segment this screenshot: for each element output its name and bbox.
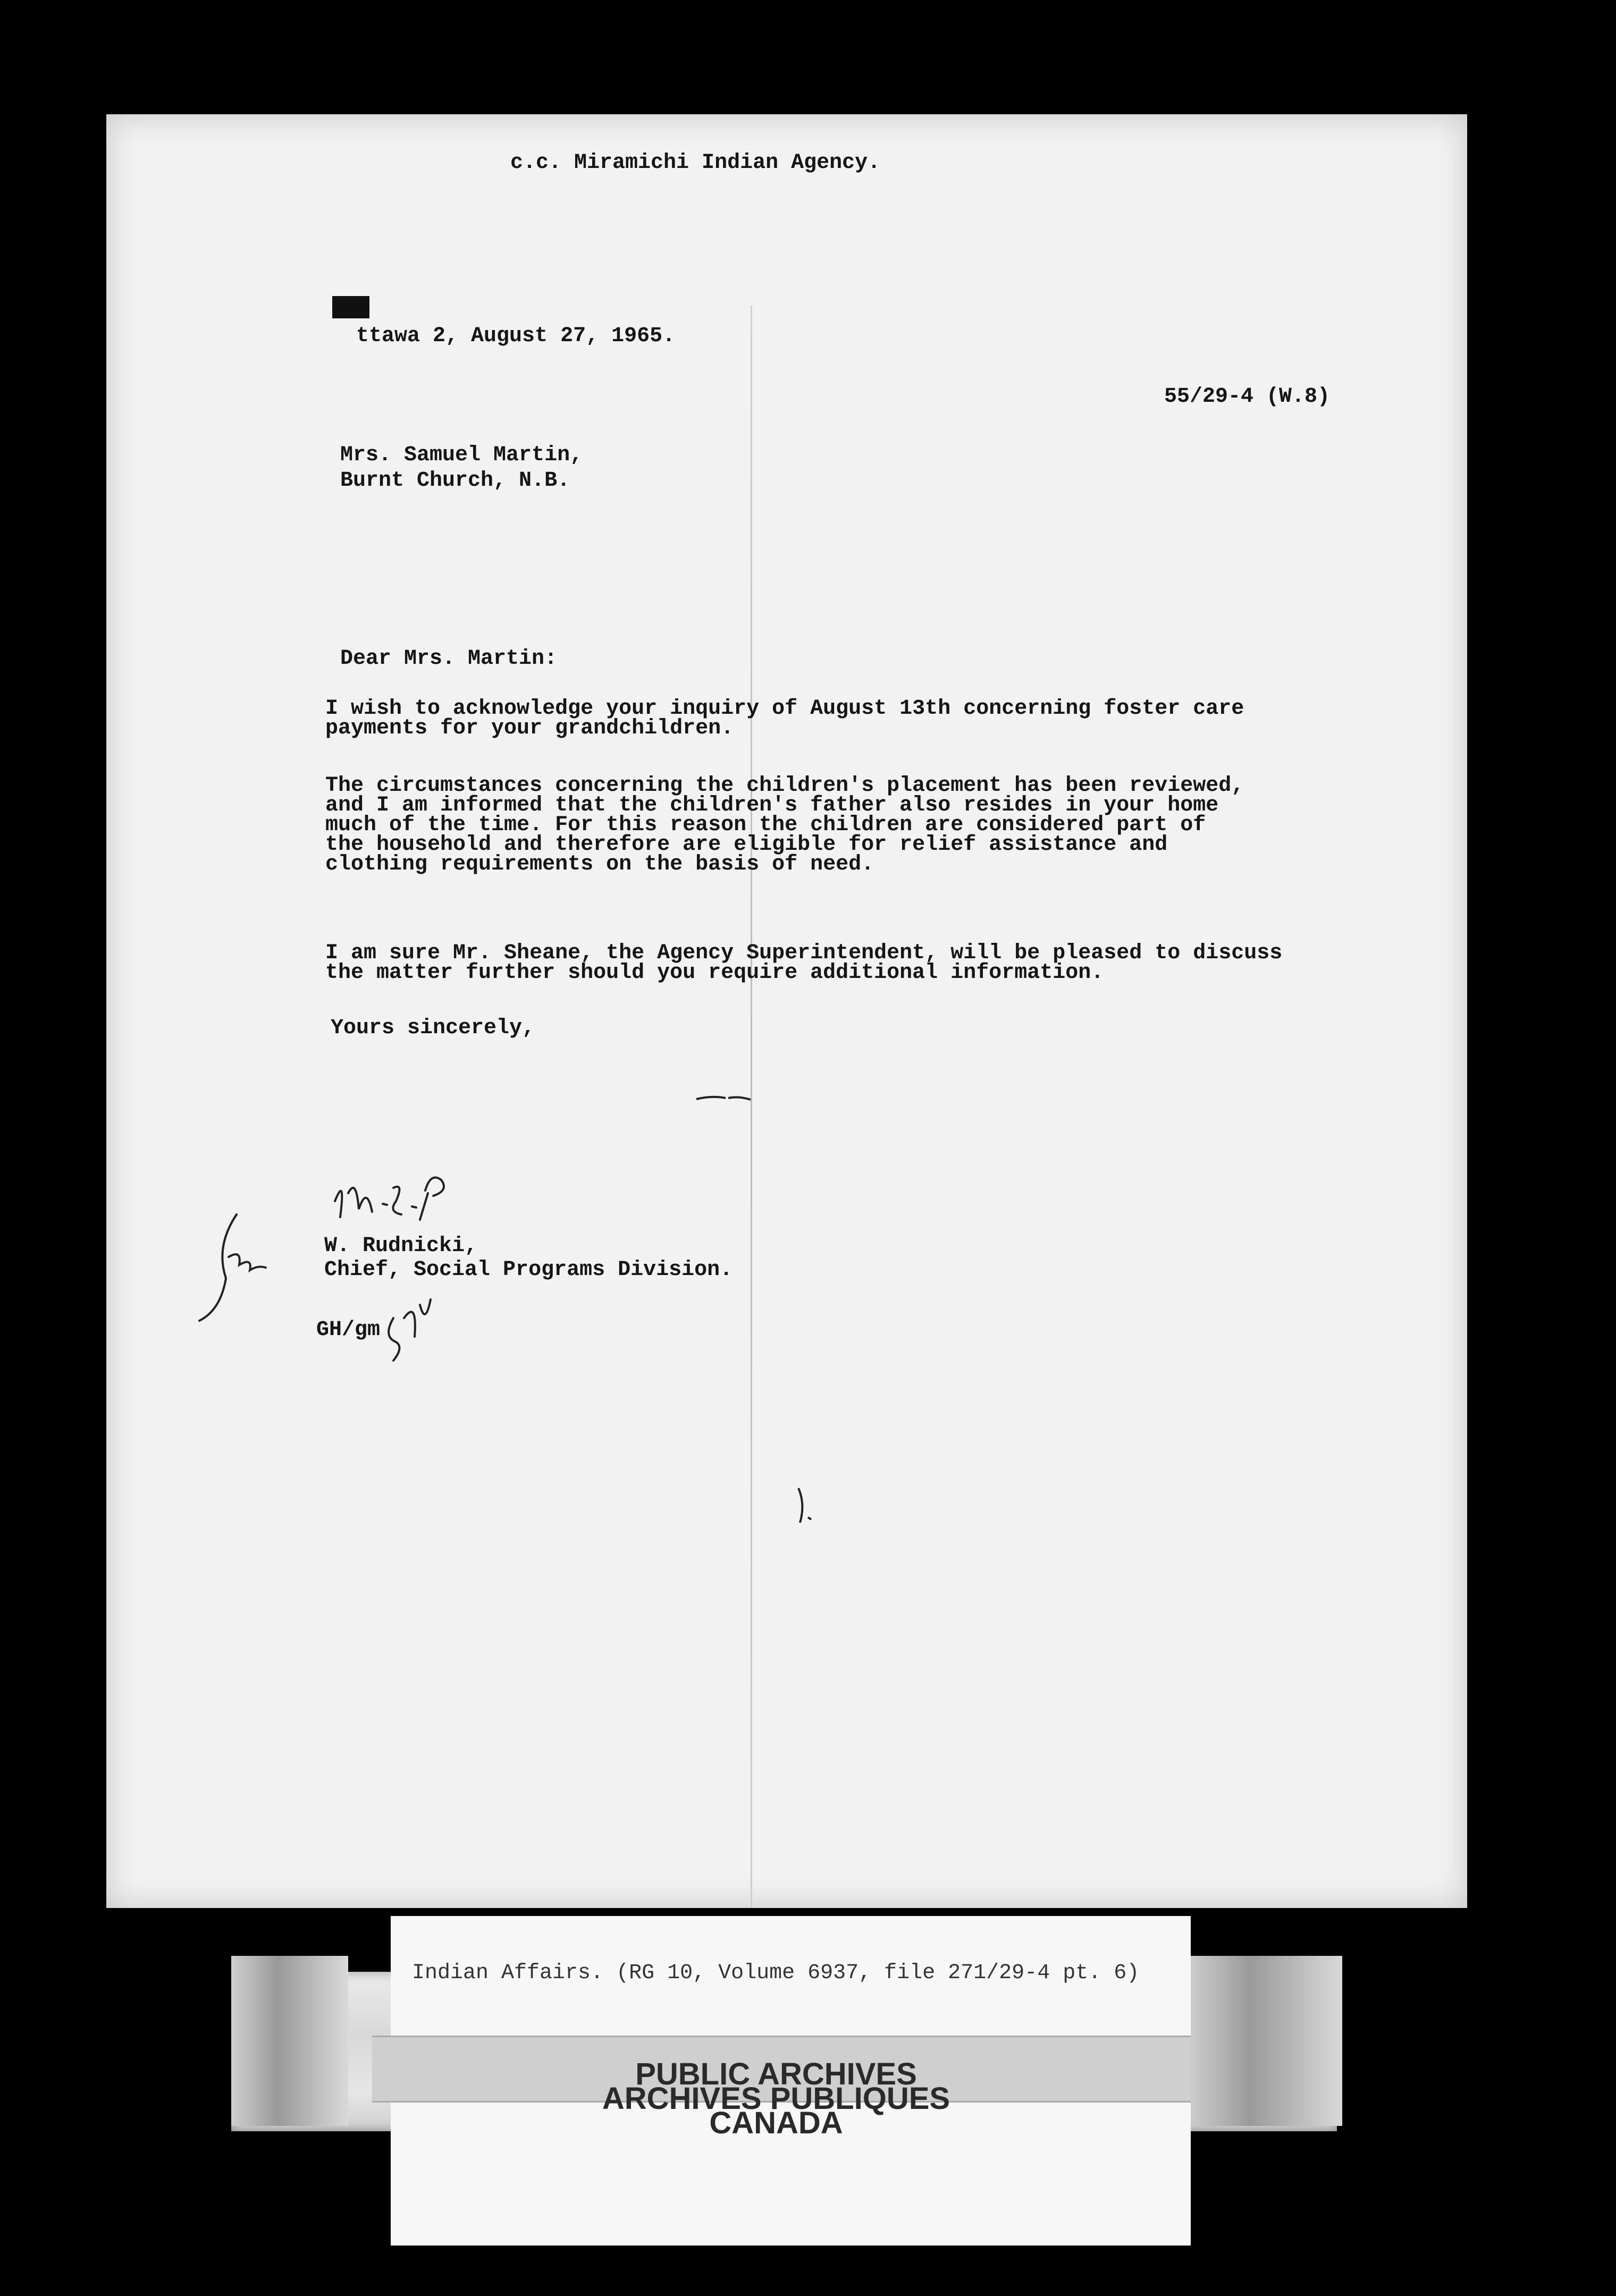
archive-stamp: [548, 2057, 1005, 2140]
paragraph-2-line: and I am informed that the children's father also resides in your home: [325, 794, 1219, 817]
signatory-name: W. Rudnicki,: [324, 1234, 478, 1258]
letter-sheet: [106, 114, 1467, 1908]
stamp-line: PUBLIC ARCHIVES: [635, 2057, 917, 2091]
paragraph-2-line: the household and therefore are eligible for relief assistance and: [325, 833, 1168, 857]
stamp-line: CANADA: [709, 2106, 843, 2140]
stamp-line: ARCHIVES PUBLIQUES: [602, 2081, 950, 2116]
salutation: Dear Mrs. Martin:: [340, 647, 558, 671]
paragraph-3-line: the matter further should you require additional information.: [325, 961, 1104, 985]
signature-mark: [106, 114, 1467, 1908]
paragraph-2-line: The circumstances concerning the children's placement has been reviewed,: [325, 774, 1244, 798]
archive-reference: Indian Affairs. (RG 10, Volume 6937, file 271/29-4 pt. 6): [412, 1961, 1140, 1985]
tape-edge-right: [1188, 1956, 1342, 2126]
recipient-address: Burnt Church, N.B.: [340, 469, 570, 493]
paragraph-2-line: clothing requirements on the basis of need.: [325, 852, 874, 876]
paragraph-3-line: I am sure Mr. Sheane, the Agency Superintendent, will be pleased to discuss: [325, 941, 1283, 965]
signatory-title: Chief, Social Programs Division.: [324, 1258, 733, 1282]
paragraph-1-line: payments for your grandchildren.: [325, 716, 734, 740]
date-line: ttawa 2, August 27, 1965.: [356, 324, 676, 348]
file-reference: 55/29-4 (W.8): [1164, 385, 1331, 409]
typist-initials: GH/gm: [316, 1318, 381, 1342]
closing: Yours sincerely,: [331, 1016, 535, 1040]
recipient-name: Mrs. Samuel Martin,: [340, 443, 583, 467]
cc-line: c.c. Miramichi Indian Agency.: [510, 151, 881, 175]
paragraph-2-line: much of the time. For this reason the children are considered part of: [325, 813, 1206, 837]
paragraph-1-line: I wish to acknowledge your inquiry of August 13th concerning foster care: [325, 697, 1244, 721]
tape-edge-left: [231, 1956, 348, 2126]
